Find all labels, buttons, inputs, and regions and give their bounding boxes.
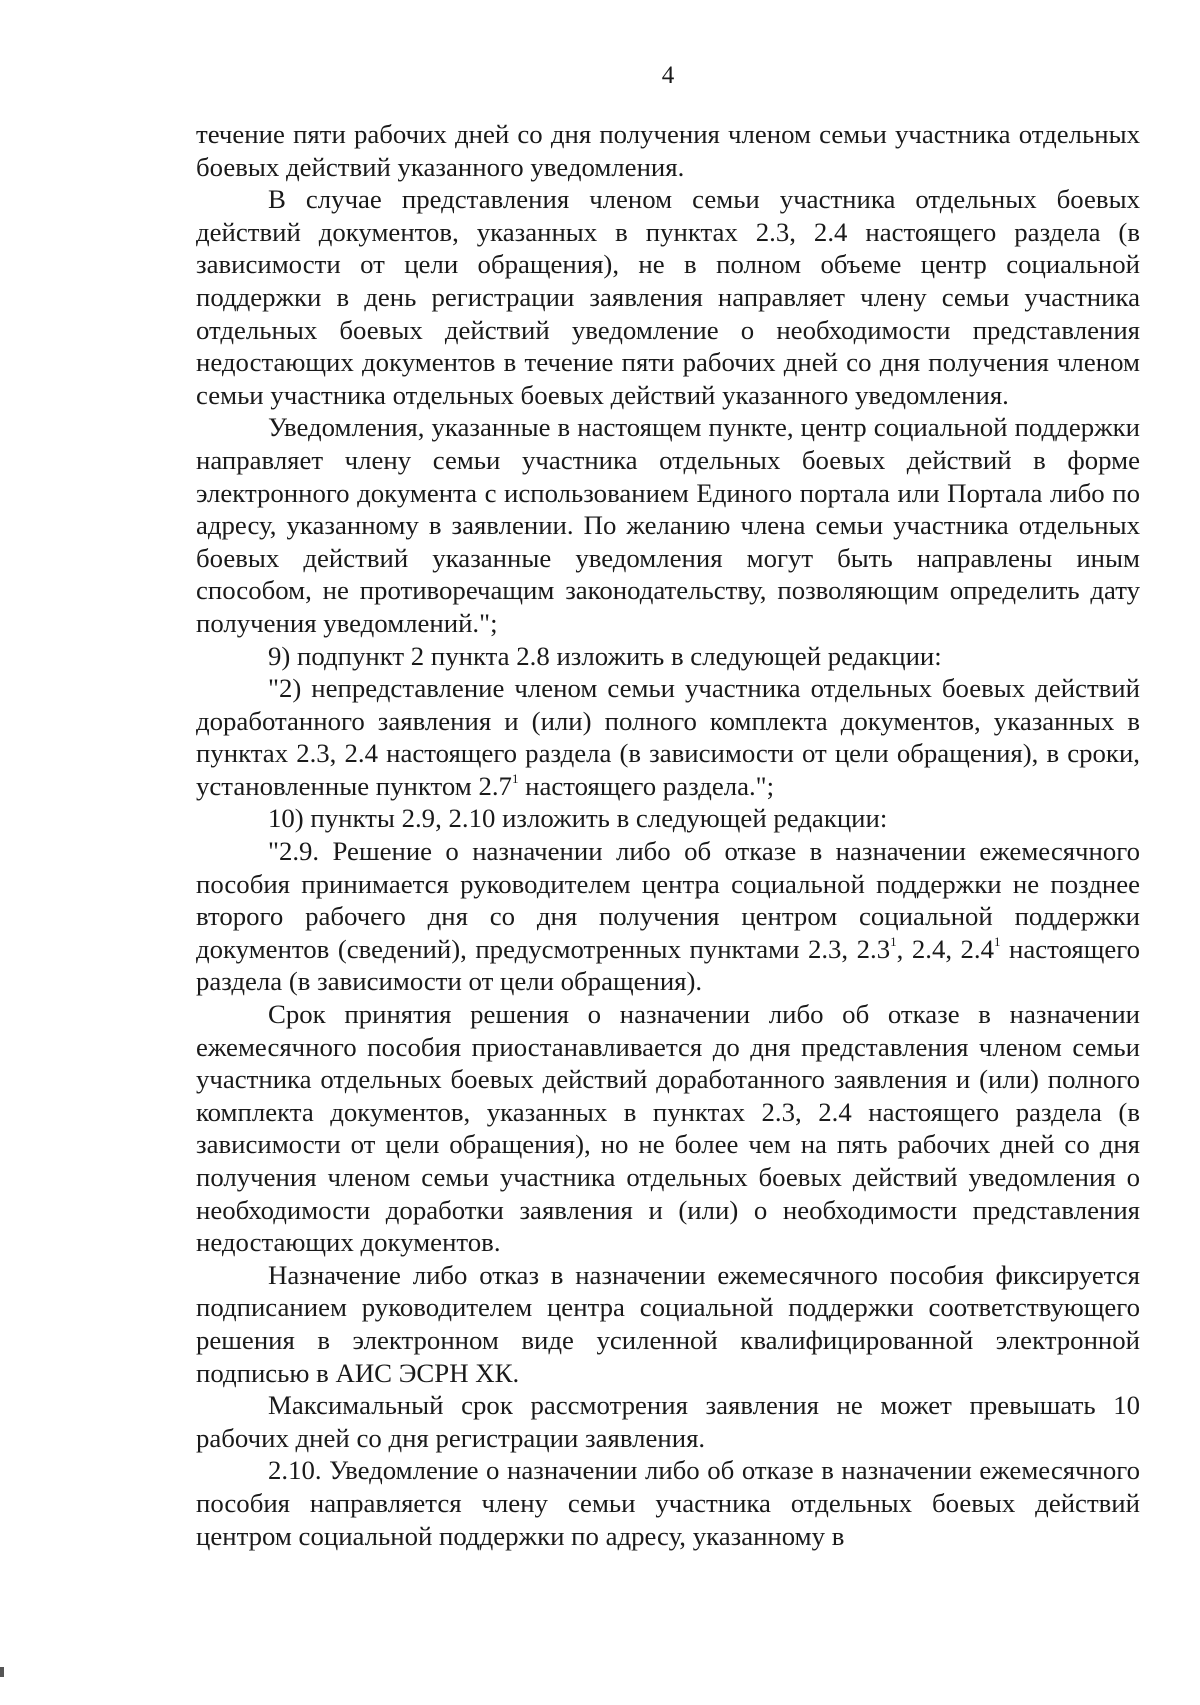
paragraph-2: В случае представления членом семьи участника отдельных боевых действий документов, указанных в пунктах 2.3, 2.4 настоящего раздела (в зависимости от цели обращения), не в полном объеме центр социальной поддержки в день регистрации заявления направляет члену семьи участника отдельных боевых действий уведомление о необходимости представления недостающих документов в течение пяти рабочих дней со дня получения членом семьи участника отдельных боевых действий указанного уведомления. [196,184,1140,410]
paragraph-5-text-a: "2) непредставление членом семьи участника отдельных боевых действий доработанного заявления и (или) полного комплекта документов, указанных в пунктах 2.3, 2.4 настоящего раздела (в зависимости от цели обращения), в сроки, установленные пунктом 2.7 [196,673,1140,801]
document-body [196,118,1140,1552]
paragraph-9: Назначение либо отказ в назначении ежемесячного пособия фиксируется подписанием руководителем центра социальной поддержки соответствующего решения в электронном виде усиленной квалифицированной электронной подписью в АИС ЭСРН ХК. [196,1259,1140,1388]
paragraph-7 [196,835,1140,998]
superscript-1: 1 [511,770,519,786]
paragraph-5-text-b: настоящего раздела."; [518,770,775,801]
paragraph-5 [196,672,1140,802]
paragraph-11: 2.10. Уведомление о назначении либо об отказе в назначении ежемесячного пособия направляется члену семьи участника отдельных боевых действий центром социальной поддержки по адресу, указанному в [196,1455,1140,1551]
paragraph-10: Максимальный срок рассмотрения заявления не может превышать 10 рабочих дней со дня регистрации заявления. [196,1390,1140,1453]
paragraph-3: Уведомления, указанные в настоящем пункте, центр социальной поддержки направляет члену семьи участника отдельных боевых действий в форме электронного документа с использованием Единого портала или Портала либо по адресу, указанному в заявлении. По желанию члена семьи участника отдельных боевых действий указанные уведомления могут быть направлены иным способом, не противоречащим законодательству, позволяющим определить дату получения уведомлений."; [196,412,1140,638]
paragraph-1: течение пяти рабочих дней со дня получения членом семьи участника отдельных боевых действий указанного уведомления. [196,119,1140,182]
superscript-1: 1 [890,933,897,949]
paragraph-8: Срок принятия решения о назначении либо об отказе в назначении ежемесячного пособия приостанавливается до дня представления членом семьи участника отдельных боевых действий доработанного заявления и (или) полного комплекта документов, указанных в пунктах 2.3, 2.4 настоящего раздела (в зависимости от цели обращения), но не более чем на пять рабочих дней со дня получения членом семьи участника отдельных боевых действий уведомления о необходимости доработки заявления и (или) о необходимости представления недостающих документов. [196,999,1140,1258]
paragraph-4: 9) подпункт 2 пункта 2.8 изложить в следующей редакции: [268,640,942,671]
superscript-1: 1 [994,933,1001,949]
paragraph-6: 10) пункты 2.9, 2.10 изложить в следующей редакции: [268,803,888,834]
page-number: 4 [661,62,675,89]
paragraph-7-text-b: , 2.4, 2.4 [896,933,995,964]
paragraph-7-text-c: настоящего раздела (в зависимости от цели обращения). [196,933,1140,997]
scan-artifact [0,1667,4,1677]
paragraph-7-text-a: "2.9. Решение о назначении либо об отказе в назначении ежемесячного пособия принимается руководителем центра социальной поддержки не позднее второго рабочего дня со дня получения центром социальной поддержки документов (сведений), предусмотренных пунктами 2.3, 2.3 [196,836,1140,964]
